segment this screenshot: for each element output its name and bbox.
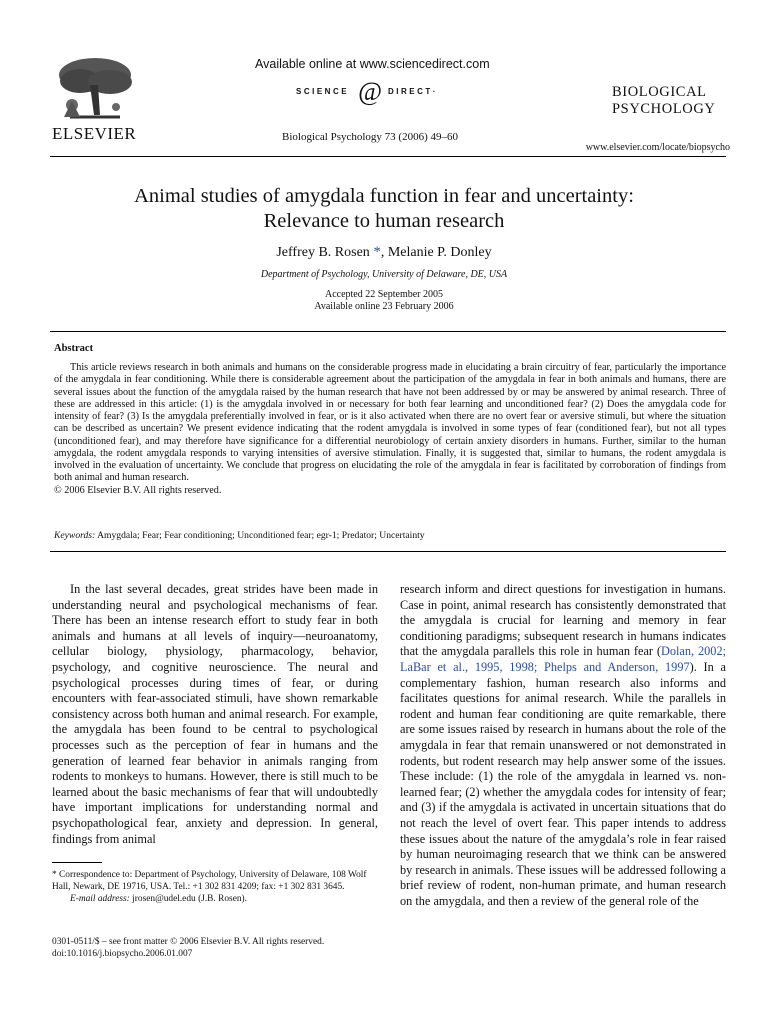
available-date: Available online 23 February 2006	[314, 301, 454, 312]
correspondence-text: * Correspondence to: Department of Psychology, University of Delaware, 108 Wolf Hall, Newark, DE 19716, USA. Tel.: +1 302 831 4209; fax: +1 302 831 3645.	[52, 870, 367, 893]
brand-line-2: PSYCHOLOGY	[612, 101, 716, 117]
footnote-rule	[52, 862, 102, 863]
body-column-left: In the last several decades, great strides have been made in understanding neural and psychological mechanisms of fear. There has been an intense research effort to study fear in both animals and humans at all levels of inquiry—neuroanatomy, cellular biology, physiology, pharmacology, behavior, psychology, and cognitive neuroscience. The neural and psychological processes during times of fear, or during encounters with fear-associated stimuli, have shown remarkable consistency across both human and animal research. For example, the amygdala has been found to be central to psychological processes such as the perception of fear in humans and the generation of learned fear behavior in animals ranging from rodents to monkeys to humans. However, there is still much to be learned about the basic mechanisms of fear that will undoubtedly have important implications for understanding normal and psychopathological fear, anxiety and depression. In general, findings from animal	[52, 582, 378, 846]
author-2: , Melanie P. Donley	[380, 245, 492, 260]
right-text-a: research inform and direct questions for investigation in humans. Case in point, animal research has consistently demonstrated that the amygdala is crucial for learning and memory in fear conditioning paradigms; subsequent research in humans indicates that the amygdala parallels this role in human fear (	[400, 582, 726, 659]
sd-science-text: SCIENCE	[296, 87, 350, 96]
citation-link[interactable]: Dolan, 2002; LaBar et al., 1995, 1998; Phelps and Anderson, 1997	[400, 644, 727, 674]
article-dates	[60, 289, 708, 313]
journal-citation: Biological Psychology 73 (2006) 49–60	[282, 131, 458, 143]
sd-at-icon: @	[358, 77, 382, 106]
authors	[60, 244, 708, 261]
sciencedirect-logo	[296, 77, 466, 106]
accepted-date: Accepted 22 September 2005	[324, 289, 444, 300]
abstract-bottom-divider	[50, 551, 726, 552]
keywords-list: Amygdala; Fear; Fear conditioning; Unconditioned fear; egr-1; Predator; Uncertainty	[97, 530, 425, 541]
title-line-2: Relevance to human research	[263, 210, 505, 232]
affiliation: Department of Psychology, University of Delaware, DE, USA	[260, 269, 508, 280]
abstract-paragraph: This article reviews research in both animals and humans on the considerable progress made in elucidating a brain circuitry of fear, particularly the importance of the amygdala in fear conditioning. While there is considerable agreement about the participation of the amygdala in fear in both animals and humans, there are several issues about the function of the amygdala raised by the human research that have not been addressed by or may be answered by animal research. Three of these are addressed in this article: (1) is the amygdala involved in or necessary for both fear learning and unconditioned fear? (2) Does the amygdala code for intensity of fear? (3) Is the amygdala preferentially involved in fear, or is it also activated when there are no overt fear or aversive stimuli, but where the situation can be described as uncertain? We present evidence indicating that the rodent amygdala is involved in some types of fear (conditioned fear), but not all types (unconditioned fear), and may therefore have significance for a differential neurobiology of certain anxiety disorders in humans. Further, similar to the human amygdala, the rodent amygdala responds to varying intensities of aversive stimulation. Finally, it is suggested that, similar to humans, the rodent amygdala is involved in the evaluation of uncertainty. We conclude that progress on elucidating the role of the amygdala in fear is facilitated by corroboration of findings from both animal and human research.	[54, 362, 726, 484]
abstract-copyright: © 2006 Elsevier B.V. All rights reserved.	[54, 484, 222, 496]
article-title	[60, 184, 708, 234]
publisher-logo-text: ELSEVIER	[52, 124, 137, 143]
title-line-1: Animal studies of amygdala function in fear and uncertainty:	[134, 185, 634, 207]
keywords	[54, 530, 726, 541]
brand-line-1: BIOLOGICAL	[612, 84, 707, 100]
sd-direct-text: DIRECT·	[388, 87, 438, 96]
doi-link[interactable]: doi:10.1016/j.biopsycho.2006.01.007	[52, 949, 193, 960]
issn-line: 0301-0511/$ – see front matter © 2006 Elsevier B.V. All rights reserved.	[52, 937, 325, 947]
body-column-right	[400, 582, 726, 909]
available-online-text: Available online at www.sciencedirect.com	[255, 57, 490, 71]
front-matter	[52, 936, 382, 960]
correspondence-star-link[interactable]: *	[373, 244, 381, 260]
email-label: E-mail address:	[70, 894, 130, 905]
abstract-top-divider	[50, 331, 726, 332]
author-1: Jeffrey B. Rosen	[276, 245, 370, 260]
journal-brand	[612, 84, 732, 118]
abstract-text	[54, 362, 726, 497]
footnote-correspondence	[52, 869, 382, 906]
abstract-heading: Abstract	[54, 343, 94, 354]
journal-url-link[interactable]: www.elsevier.com/locate/biopsycho	[585, 142, 730, 153]
keywords-label: Keywords:	[54, 530, 96, 541]
email-address-link[interactable]: jrosen@udel.edu (J.B. Rosen).	[129, 894, 248, 905]
header-divider	[50, 156, 726, 157]
email-line	[52, 893, 382, 905]
right-text-b: ). In a complementary fashion, human research also informs and facilitates questions for animal research. While the parallels in rodent and human fear conditioning are quite remarkable, there are some issues raised by research in humans about the role of the amygdala in fear that remain unanswered or not demonstrated in rodents, but rodent research may help answer some of the issues. These include: (1) the role of the amygdala in learned vs. non-learned fear; (2) whether the amygdala codes for intensity of fear; and (3) if the amygdala is activated in uncertain situations that do not reach the level of overt fear. This paper intends to address these issues about the nature of the amygdala’s role in fear raised by human neuroimaging research that we think can be answered by research in animals. These issues will be addressed following a brief review of rodent, non-human primate, and human research on the amygdala, and then a review of the general role of the	[400, 659, 726, 908]
tree-logo-icon	[50, 55, 140, 123]
